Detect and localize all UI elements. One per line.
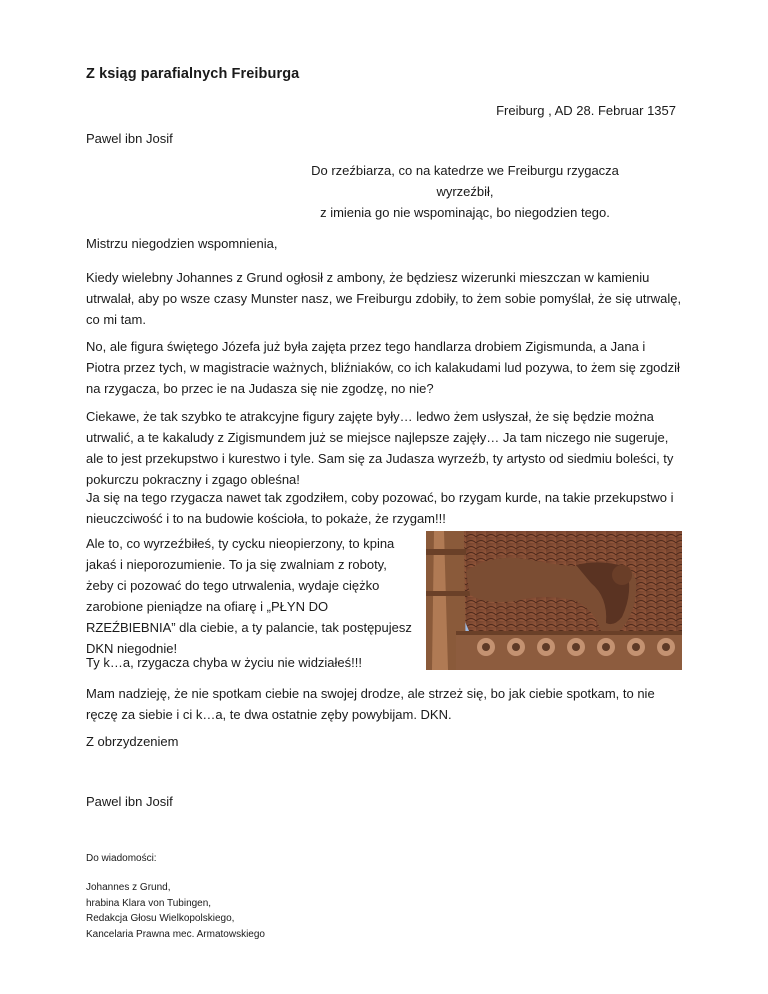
cc-recipient: Redakcja Głosu Wielkopolskiego, — [86, 913, 235, 924]
cc-recipient: Kancelaria Prawna mec. Armatowskiego — [86, 928, 265, 940]
paragraph-6: Ty k…a, rzygacza chyba w życiu nie widziałeś!!! — [86, 655, 362, 670]
cc-heading: Do wiadomości: — [86, 853, 157, 864]
cc-recipient: hrabina Klara von Tubingen, — [86, 897, 212, 909]
document-title: Z ksiąg parafialnych Freiburga — [86, 66, 300, 82]
paragraph-4: Ja się na tego rzygacza nawet tak zgodziłem, coby pozować, bo rzygam kurde, na takie przekupstwo i nieuczciwość i to na budowie kościoła, to pokaże, że rzygam!!! — [86, 490, 674, 526]
cc-list — [86, 880, 265, 942]
closing-line: Z obrzydzeniem — [86, 734, 179, 749]
paragraph-1: Kiedy wielebny Johannes z Grund ogłosił z ambony, że będziesz wizerunki mieszczan w kamieniu utrwalał, aby po wsze czasy Munster nasz, we Freiburgu zdobiły, to żem sobie pomyślał, że się utrwalę, co mi tam. — [86, 270, 682, 327]
signature: Pawel ibn Josif — [86, 794, 173, 809]
cc-recipient: Johannes z Grund, — [86, 882, 171, 893]
sender-name: Pawel ibn Josif — [86, 131, 173, 146]
subject-line-2: z imienia go nie wspominając, bo niegodzien tego. — [320, 205, 610, 220]
gargoyle-photo — [426, 531, 682, 670]
subject-block — [290, 160, 640, 223]
salutation: Mistrzu niegodzien wspomnienia, — [86, 236, 278, 251]
paragraph-2: No, ale figura świętego Józefa już była zajęta przez tego handlarza drobiem Zigismunda, a Jana i Piotra przez tych, w magistracie ważnych, bliźniaków, co ich kalakudami lud pozywa, to żem się zgodził na rzygacza, bo przec ie na Judasza się nie zgodzę, no nie? — [86, 339, 680, 396]
dateline: Freiburg , AD 28. Februar 1357 — [496, 103, 676, 118]
paragraph-5: Ale to, co wyrzeźbiłeś, ty cycku nieopierzony, to kpina jakaś i nieporozumienie. To ja się zwalniam z roboty, żeby ci pozować do tego utrwalenia, wydaje ciężko zarobione pieniądze na ofiarę i „PŁYN DO RZEŹBIEBNIA” dla ciebie, a ty palancie, tak postępujesz DKN niegodnie! — [86, 536, 412, 656]
paragraph-3: Ciekawe, że tak szybko te atrakcyjne figury zajęte były… ledwo żem usłyszał, że się będzie można utrwalić, a te kakaludy z Zigismundem już se miejsce najlepsze zajęły… Ja tam niczego nie sugeruje, ale to jest przekupstwo i kurestwo i tyle. Sam się za Judasza wyrzeźb, ty artysto od siedmiu boleści, ty pokurczu pokraczny i zgago obleśna! — [86, 409, 674, 487]
paragraph-7: Mam nadzieję, że nie spotkam ciebie na swojej drodze, ale strzeż się, bo jak ciebie spotkam, to nie ręczę za siebie i ci k…a, te dwa ostatnie zęby powybijam. DKN. — [86, 686, 655, 722]
subject-line-1: Do rzeźbiarza, co na katedrze we Freiburgu rzygacza wyrzeźbił, — [311, 163, 619, 199]
